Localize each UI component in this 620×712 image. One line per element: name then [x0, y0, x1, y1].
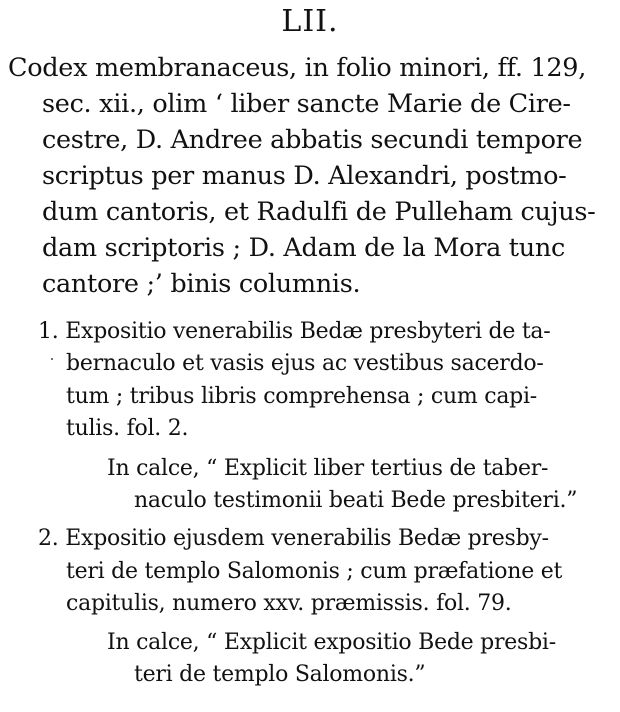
item-line: 2. Expositio ejusdem venerabilis Bedæ presby- — [38, 526, 549, 551]
item-line: tulis. fol. 2. — [66, 416, 189, 441]
entry-number-heading: LII. — [281, 4, 339, 39]
item-line: bernaculo et vasis ejus ac vestibus sacerdo- — [66, 351, 544, 376]
description-line: Codex membranaceus, in folio minori, ff. 129, — [8, 53, 587, 83]
item-note-line: naculo testimonii beati Bede presbiteri.” — [134, 488, 578, 513]
item-line: tum ; tribus libris comprehensa ; cum capi- — [66, 384, 537, 409]
item-note-line: teri de templo Salomonis.” — [134, 662, 426, 687]
description-line: sec. xii., olim ‘ liber sancte Marie de Cire- — [42, 89, 571, 119]
item-line: capitulis, numero xxv. præmissis. fol. 79. — [66, 591, 512, 616]
description-line: cestre, D. Andree abbatis secundi tempore — [42, 125, 583, 155]
item-note-line: In calce, “ Explicit expositio Bede presbi- — [107, 630, 556, 655]
item-line: 1. Expositio venerabilis Bedæ presbyteri de ta- — [38, 319, 551, 344]
description-line: scriptus per manus D. Alexandri, postmo- — [42, 161, 567, 191]
description-line: dum cantoris, et Radulfi de Pulleham cujus- — [42, 197, 596, 227]
description-line: cantore ;’ binis columnis. — [42, 269, 361, 299]
print-speck — [51, 358, 53, 360]
item-note-line: In calce, “ Explicit liber tertius de taber- — [107, 456, 549, 481]
item-line: teri de templo Salomonis ; cum præfatione et — [66, 559, 563, 584]
description-line: dam scriptoris ; D. Adam de la Mora tunc — [42, 233, 565, 263]
